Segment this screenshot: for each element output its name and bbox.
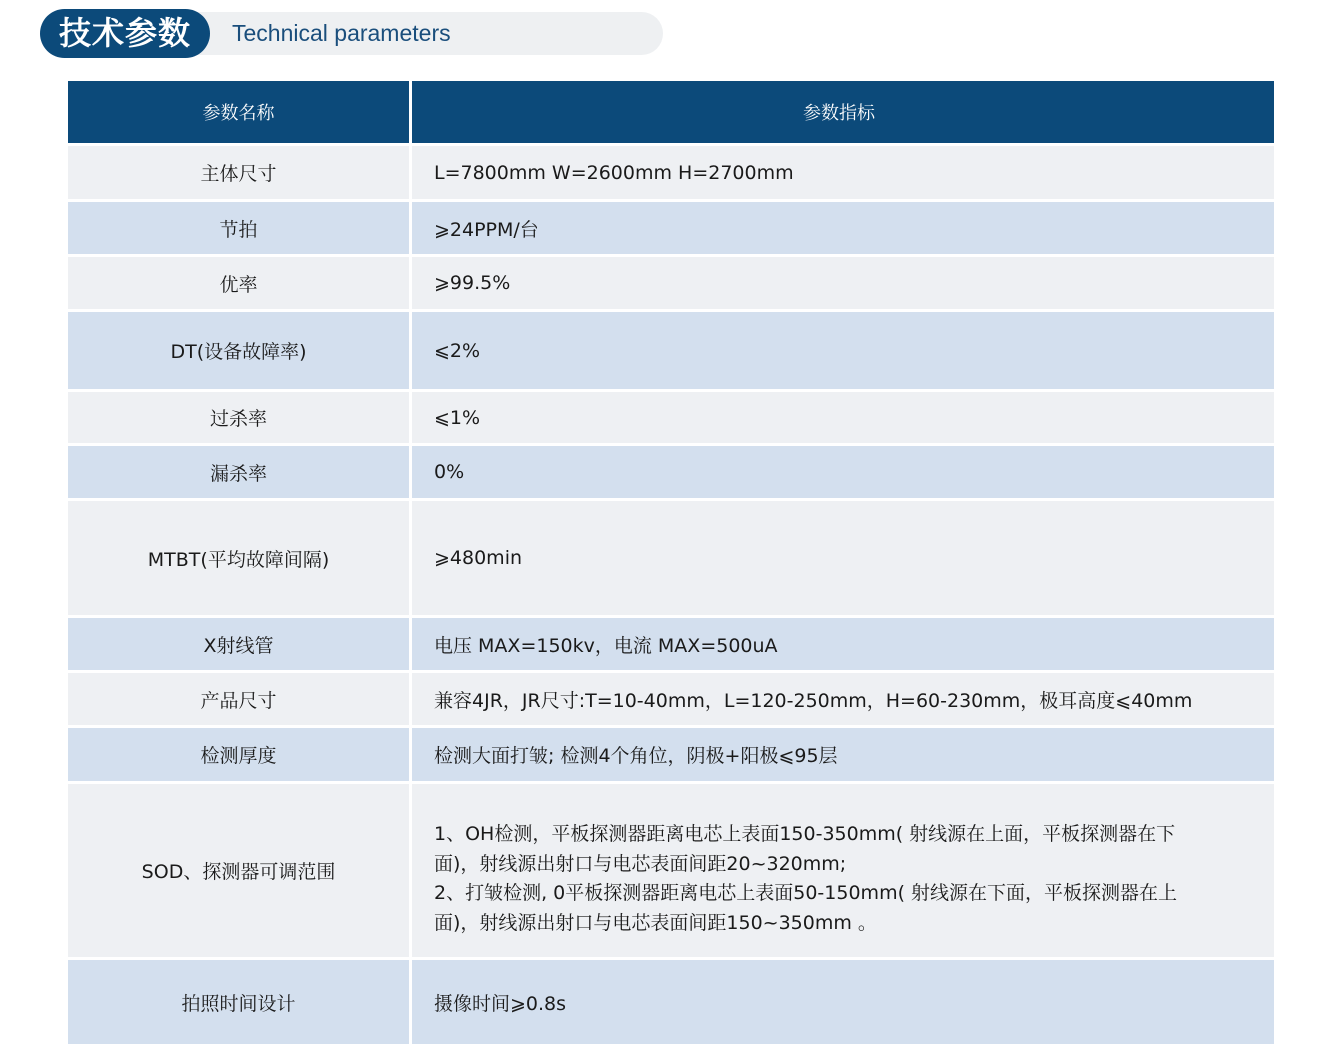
section-title: 技术参数 [40,9,210,58]
param-name: MTBT(平均故障间隔) [68,501,412,615]
param-name: 过杀率 [68,392,412,443]
table-row [68,725,1274,781]
param-value: ⩽2% [434,339,481,362]
table-row [68,615,1274,670]
table-row [68,199,1274,254]
param-name: 拍照时间设计 [68,960,412,1044]
param-value [412,784,1274,957]
param-value-line: 面)，射线源出射口与电芯表面间距150~350mm 。 [434,911,877,934]
param-name: 检测厚度 [68,728,412,781]
table-row [68,143,1274,199]
param-name: 漏杀率 [68,446,412,498]
param-value: 0% [434,461,465,483]
param-name: 主体尺寸 [68,146,412,199]
section-subtitle: Technical parameters [232,20,451,46]
column-header-name: 参数名称 [68,81,412,143]
table-row [68,498,1274,615]
param-value-line: 面)，射线源出射口与电芯表面间距20~320mm; [434,852,847,875]
param-value: 电压 MAX=150kv，电流 MAX=500uA [434,634,778,657]
param-value-line: 2、打皱检测, 0平板探测器距离电芯上表面50-150mm( 射线源在下面，平板探测器在上 [434,882,1178,904]
table-row [68,957,1274,1044]
param-name: DT(设备故障率) [68,312,412,389]
param-name: 产品尺寸 [68,673,412,725]
table-row [68,443,1274,498]
param-value: L=7800mm W=2600mm H=2700mm [434,161,794,184]
param-name: SOD、探测器可调范围 [68,784,412,957]
table-row [68,254,1274,309]
parameters-table [68,81,1274,1044]
param-value: ⩾24PPM/台 [434,218,539,241]
param-value: 摄像时间⩾0.8s [434,992,567,1015]
table-row [68,309,1274,389]
param-value: ⩾480min [434,547,523,569]
param-value-line: 1、OH检测，平板探测器距离电芯上表面150-350mm( 射线源在上面，平板探测器在下 [434,823,1176,845]
table-row [68,389,1274,443]
param-name: 节拍 [68,202,412,254]
param-name: 优率 [68,257,412,309]
table-row [68,670,1274,725]
param-value: 检测大面打皱; 检测4个角位，阴极+阳极⩽95层 [434,745,838,767]
param-name: X射线管 [68,618,412,670]
table-header-row [68,81,1274,143]
param-value: ⩽1% [434,406,481,429]
param-value: ⩾99.5% [434,272,511,294]
column-header-value: 参数指标 [803,103,875,124]
table-row [68,781,1274,957]
param-value: 兼容4JR，JR尺寸:T=10-40mm，L=120-250mm，H=60-230mm，极耳高度⩽40mm [434,689,1193,712]
